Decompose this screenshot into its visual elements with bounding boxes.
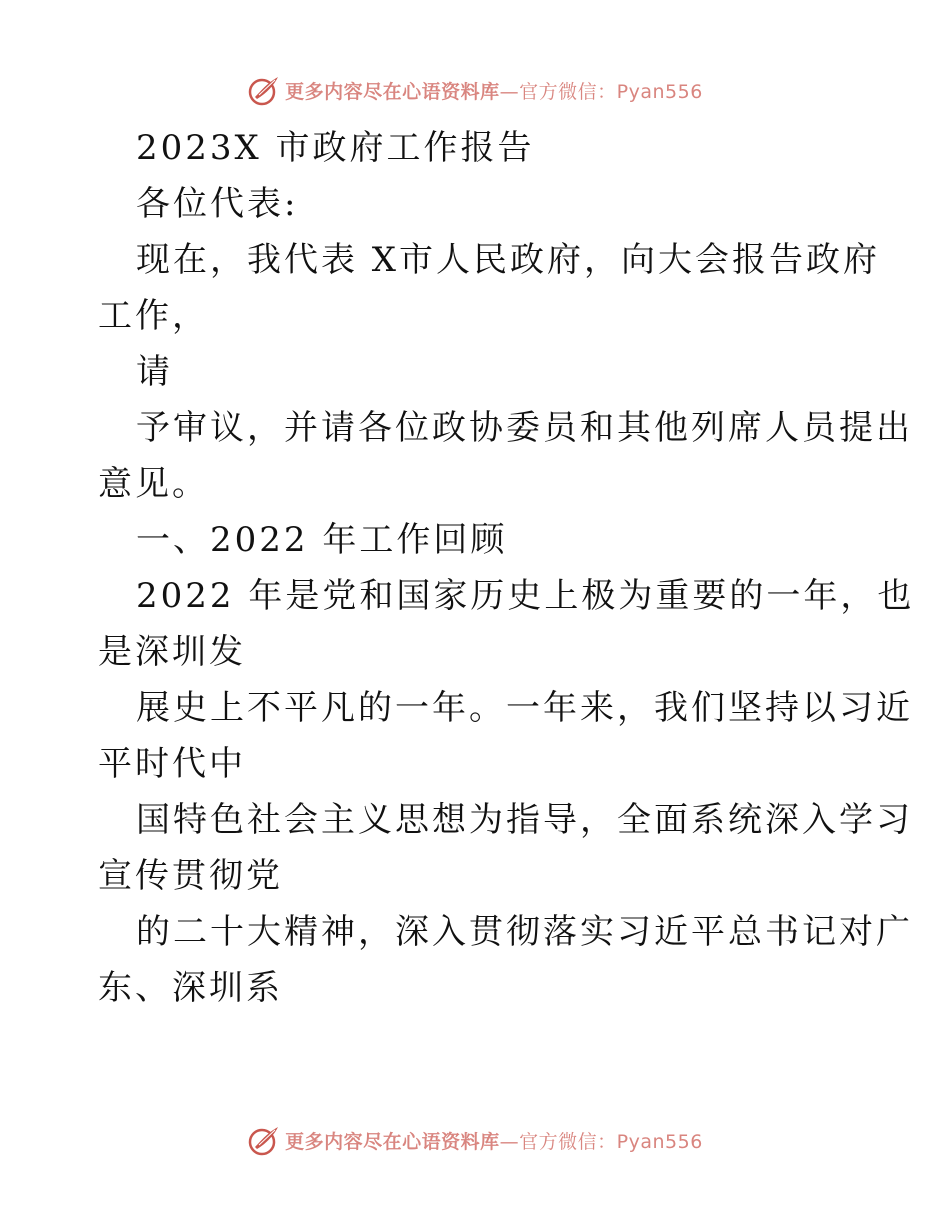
paragraph-line: 的二十大精神，深入贯彻落实习近平总书记对广	[136, 912, 913, 952]
paragraph-line: 请	[136, 352, 173, 392]
paragraph-line: 是深圳发	[98, 632, 246, 672]
paragraph-line: 各位代表:	[136, 184, 299, 224]
section-heading: 一、2022 年工作回顾	[136, 520, 508, 560]
watermark-text-bold: 更多内容尽在心语资料库	[285, 80, 500, 103]
paragraph-line: 展史上不平凡的一年。一年来，我们坚持以习近	[136, 688, 913, 728]
watermark-text	[285, 77, 703, 104]
paragraph-line: 国特色社会主义思想为指导，全面系统深入学习	[136, 800, 913, 840]
paragraph-line: 宣传贯彻党	[98, 856, 283, 896]
paragraph-line: 工作，	[98, 296, 209, 336]
watermark-text-bold: 更多内容尽在心语资料库	[285, 1130, 500, 1153]
paragraph-line: 东、深圳系	[98, 968, 283, 1008]
footer-watermark	[0, 1120, 950, 1160]
watermark-text-rest: —官方微信：Pyan556	[499, 1130, 703, 1153]
paragraph-line: 2022 年是党和国家历史上极为重要的一年，也	[136, 576, 915, 616]
feather-pen-logo-icon	[247, 73, 281, 107]
paragraph-line: 现在，我代表 X市人民政府，向大会报告政府	[136, 240, 881, 280]
paragraph-line: 意见。	[98, 464, 209, 504]
paragraph-line: 予审议，并请各位政协委员和其他列席人员提出	[136, 408, 913, 448]
feather-pen-logo-icon	[247, 1123, 281, 1157]
watermark-text	[285, 1127, 703, 1154]
watermark-text-rest: —官方微信：Pyan556	[499, 80, 703, 103]
document-body	[98, 120, 915, 1016]
document-title: 2023X 市政府工作报告	[136, 128, 535, 168]
header-watermark	[0, 70, 950, 110]
paragraph-line: 平时代中	[98, 744, 246, 784]
